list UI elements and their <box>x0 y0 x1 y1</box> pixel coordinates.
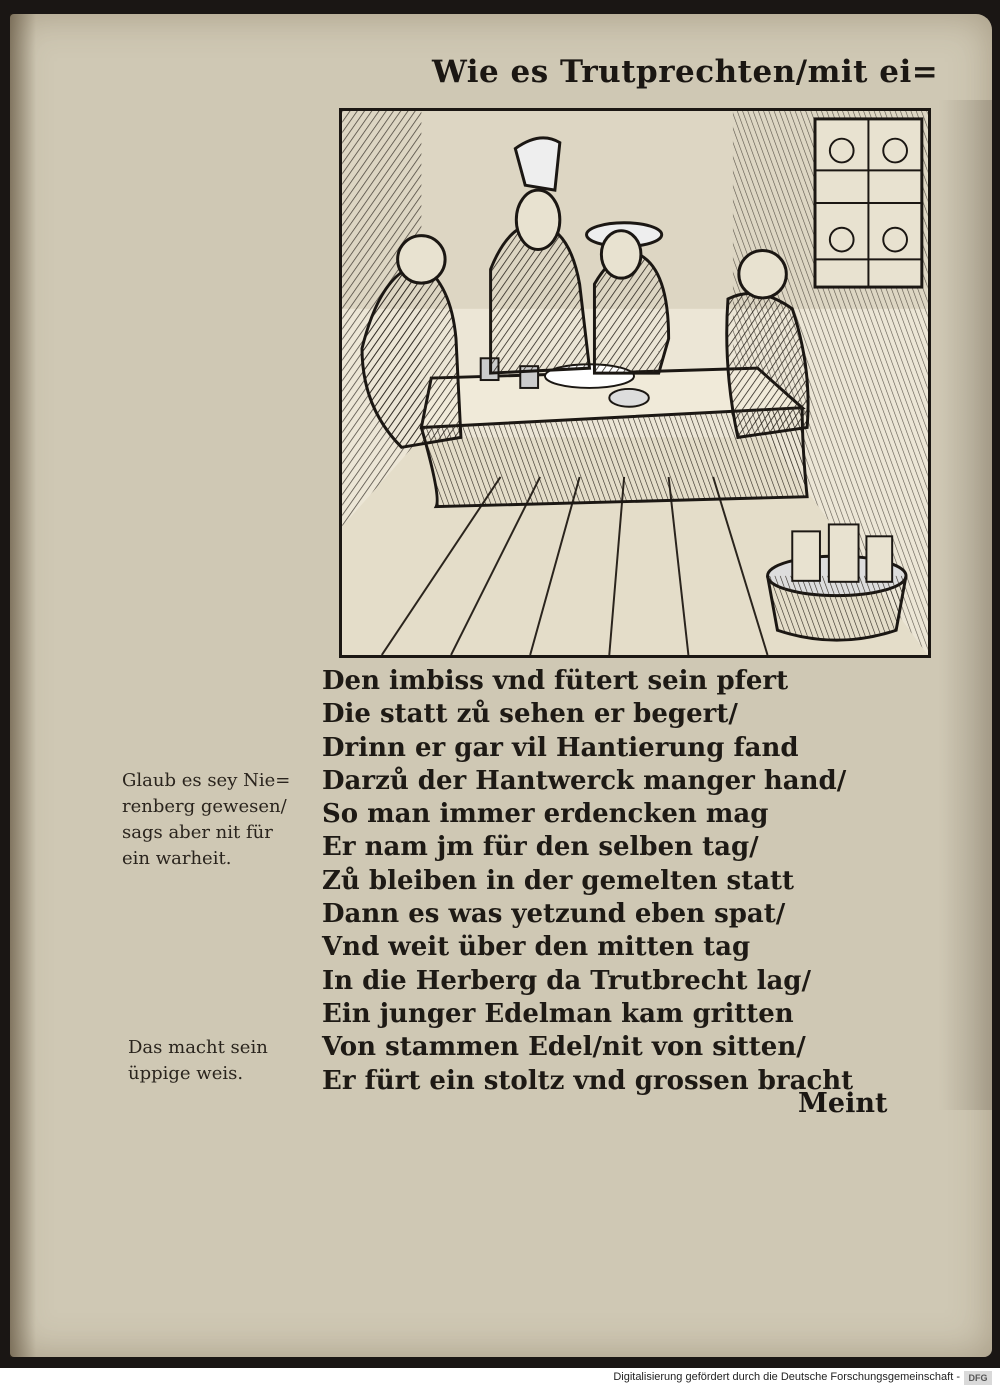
margin-note-line: Glaub es sey Nie= <box>122 770 291 791</box>
catchword: Meint <box>798 1088 888 1119</box>
footer-bar <box>0 1368 1000 1389</box>
verse-line: Dann es was yetzund eben spat/ <box>322 899 786 930</box>
margin-note-line: Das macht sein <box>128 1037 268 1058</box>
verse-line: Er nam jm für den selben tag/ <box>322 832 759 863</box>
verse-line: Die statt zů sehen er begert/ <box>322 699 738 730</box>
verse-line: Ein junger Edelman kam gritten <box>322 998 794 1029</box>
verse-line: So man immer erdencken mag <box>322 799 769 830</box>
verse-line: Er fürt ein stoltz vnd grossen bracht <box>322 1065 854 1096</box>
verse-line: Drinn er gar vil Hantierung fand <box>322 732 799 763</box>
verse-line: Darzů der Hantwerck manger hand/ <box>322 765 847 796</box>
show-through-bleed <box>938 100 992 1110</box>
margin-note-nierenberg <box>122 768 290 872</box>
woodcut-tavern-scene <box>342 111 928 655</box>
verse-line: Vnd weit über den mitten tag <box>322 932 751 963</box>
woodcut-illustration <box>339 108 931 658</box>
running-header: Wie es Trutprechten/mit ei= <box>432 54 939 90</box>
margin-note-line: sags aber nit für <box>122 822 273 843</box>
page-gutter-shadow <box>10 14 36 1357</box>
verse-block <box>322 665 853 1098</box>
verse-line: Zů bleiben in der gemelten statt <box>322 865 795 896</box>
verse-line: Den imbiss vnd fütert sein pfert <box>322 666 789 696</box>
margin-note-uppige <box>128 1035 268 1087</box>
margin-note-line: ein warheit. <box>122 848 232 869</box>
dfg-logo: DFG <box>964 1371 992 1385</box>
margin-note-line: üppige weis. <box>128 1063 244 1084</box>
funding-credit: Digitalisierung gefördert durch die Deutsche Forschungsgemeinschaft - <box>613 1371 960 1383</box>
verse-line: Von stammen Edel/nit von sitten/ <box>322 1032 806 1063</box>
margin-note-line: renberg gewesen/ <box>122 796 287 817</box>
verse-line: In die Herberg da Trutbrecht lag/ <box>322 965 811 996</box>
